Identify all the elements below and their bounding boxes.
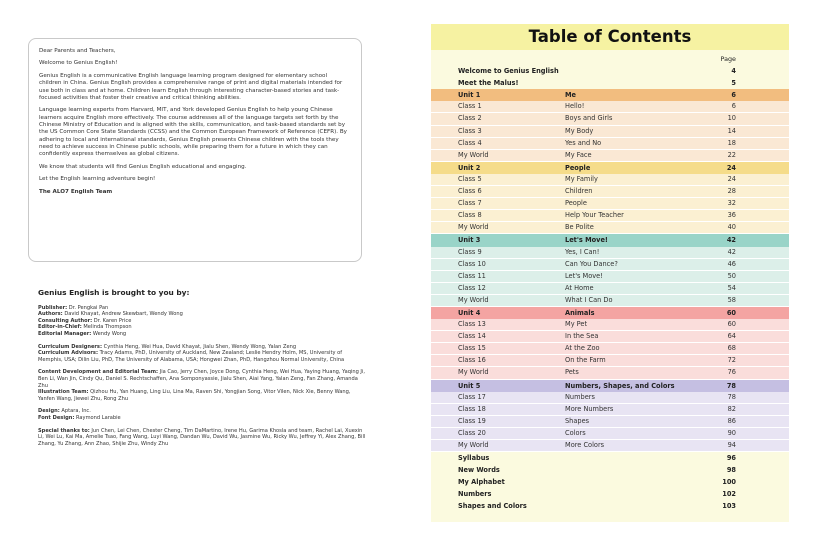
credits-names: Qizhou Hu, Yan Huang, Ling Liu, Lina Ma, Raven Shi, Yongjian Song, Vitor Vilen, Nick Xie, Benny Wang, Yanfen Wang, Jiewei Zhu, Rong Zhu [38, 389, 351, 402]
toc-row-lesson [431, 392, 789, 404]
credits-names: Jun Chen, Lei Chen, Chester Cheng, Tim DaMartino, Irene Hu, Garima Khosla and team, Rachel Lai, Xuexin Li, Wei Lu, Kai Ma, Amelie Tsao, Fang Wang, Luyi Wang, Dandan Wu, David Wu, Jasmine Wu, Ricky Wu, Jeffrey Yi, Alex Zhang, Bill Zhang, Yu Zhang, Ann Zhao, Shijie Zhu, Windy Zhu [38, 427, 366, 447]
credits-role: Content Development and Editorial Team: [38, 369, 159, 376]
toc-entry-label: Class 3 [458, 126, 482, 135]
toc-row-lesson [431, 126, 789, 138]
toc-entry-page: 94 [727, 441, 736, 449]
toc-entry-page: 58 [727, 295, 736, 304]
toc-entry-title: What I Can Do [565, 295, 613, 304]
toc-entry-page: 24 [726, 163, 736, 172]
toc-entry-title: More Colors [565, 441, 605, 449]
credits-line [38, 428, 368, 448]
toc-entry-title: Can You Dance? [565, 259, 618, 268]
toc-entry-page: 103 [722, 502, 736, 511]
toc-entry-page: 6 [731, 102, 736, 111]
credits-role: Illustration Team: [38, 389, 89, 396]
credits-names: David Khayat, Andrew Skewbart, Wendy Wong [62, 311, 183, 318]
toc-entry-title: Pets [565, 368, 579, 377]
credits-role: Design: [38, 408, 60, 415]
toc-row-lesson [431, 138, 789, 150]
toc-entry-label: Class 17 [458, 392, 486, 401]
toc-entry-label: Class 19 [458, 416, 486, 425]
toc-entry-page: 46 [727, 259, 736, 268]
toc-row-lesson [431, 355, 789, 367]
toc-entry-page: 54 [727, 283, 736, 292]
toc-entry-title: Animals [565, 308, 595, 317]
toc-entry-page: 78 [726, 381, 736, 390]
toc-row-unit [431, 89, 789, 101]
toc-entry-title: Children [565, 187, 593, 196]
credits-line [38, 350, 368, 363]
toc-entry-page: 42 [726, 236, 736, 245]
toc-entry-label: Class 13 [458, 320, 486, 329]
toc-entry-title: My Pet [565, 320, 588, 329]
toc-entry-title: Colors [565, 428, 586, 437]
letter-paragraph-1: Genius English is a communicative English language learning program designed for elementary school children in China. Genius English provides a comprehensive range of print and digital materials intended for use both in class and at home. Children learn English through interesting character-based stories and task-focused activities that foster their creative and critical thinking abilities. [39, 72, 343, 101]
credits-group [38, 408, 368, 421]
toc-entry-title: Help Your Teacher [565, 211, 624, 220]
credits-line [38, 305, 368, 312]
toc-entry-label: Class 8 [458, 211, 482, 220]
toc-entry-label: My World [458, 441, 489, 449]
toc-entry-label: My World [458, 295, 489, 304]
credits-names: Aptara, Inc. [59, 408, 91, 415]
credits-heading: Genius English is brought to you by: [38, 288, 190, 297]
toc-entry-page: 64 [727, 332, 736, 341]
toc-row-lesson [431, 198, 789, 210]
credits-group [38, 428, 368, 448]
toc-entry-page: 4 [731, 67, 736, 76]
toc-title: Table of Contents [431, 24, 789, 50]
toc-row-lesson [431, 174, 789, 186]
toc-entry-page: 28 [727, 187, 736, 196]
credits-line [38, 331, 368, 338]
toc-entry-label: Unit 4 [458, 308, 481, 317]
toc-entry-label: Syllabus [458, 454, 490, 463]
toc-entry-page: 6 [731, 91, 736, 100]
toc-entry-label: Shapes and Colors [458, 502, 527, 511]
toc-entry-title: My Body [565, 126, 594, 135]
toc-entry-label: Class 1 [458, 102, 482, 111]
letter-welcome: Welcome to Genius English! [39, 60, 118, 67]
toc-entry-label: My World [458, 368, 489, 377]
toc-entry-page: 14 [727, 126, 736, 135]
credits-role: Editorial Manager: [38, 330, 92, 337]
toc-entry-page: 10 [727, 114, 736, 123]
toc-entry-title: Yes, I Can! [565, 247, 600, 256]
toc-entry-label: Class 18 [458, 404, 486, 413]
credits-group [38, 305, 368, 338]
toc-entry-label: Class 16 [458, 356, 486, 365]
toc-row-intro [431, 65, 789, 77]
credits-section [38, 290, 368, 453]
toc-row-intro [431, 77, 789, 89]
toc-entry-page: 5 [731, 79, 736, 88]
toc-entry-label: Numbers [458, 490, 492, 499]
toc-entry-title: In the Sea [565, 332, 599, 341]
toc-entry-label: Class 20 [458, 428, 486, 437]
toc-entry-title: At the Zoo [565, 344, 600, 353]
credits-role: Authors: [38, 311, 63, 318]
toc-entry-label: New Words [458, 466, 500, 475]
toc-row-unit [431, 234, 789, 246]
toc-entry-title: Yes and No [565, 138, 602, 147]
toc-entry-label: Meet the Malus! [458, 79, 519, 88]
toc-entry-page: 102 [722, 490, 736, 499]
toc-entry-page: 32 [727, 199, 736, 208]
toc-entry-label: Class 10 [458, 259, 486, 268]
toc-row-lesson [431, 283, 789, 295]
toc-row-lesson [431, 428, 789, 440]
toc-entry-title: Be Polite [565, 223, 594, 232]
toc-entry-title: People [565, 199, 587, 208]
toc-entry-title: Numbers [565, 392, 595, 401]
toc-rows [431, 65, 789, 512]
credits-role: Special thanks to: [38, 427, 90, 434]
toc-row-appendix [431, 464, 789, 476]
credits-line [38, 369, 368, 389]
toc-entry-title: Let's Move! [565, 271, 603, 280]
toc-entry-page: 22 [727, 150, 736, 159]
toc-entry-page: 40 [727, 223, 736, 232]
toc-entry-title: Hello! [565, 102, 585, 111]
toc-entry-page: 68 [727, 344, 736, 353]
toc-entry-label: Class 7 [458, 199, 482, 208]
toc-entry-label: Class 11 [458, 271, 486, 280]
toc-row-lesson [431, 440, 789, 452]
toc-entry-page: 76 [727, 368, 736, 377]
credits-names: Dr. Pengkai Pan [67, 304, 109, 311]
toc-row-lesson [431, 186, 789, 198]
toc-entry-label: Class 12 [458, 283, 486, 292]
credits-role: Consulting Author: [38, 317, 93, 324]
toc-entry-page: 24 [727, 174, 736, 183]
toc-entry-label: My World [458, 150, 489, 159]
toc-entry-label: Unit 2 [458, 163, 481, 172]
toc-entry-page: 42 [727, 247, 736, 256]
credits-names: Cynthia Heng, Wei Hua, David Khayat, Jialu Shen, Wendy Wong, Yalan Zeng [102, 343, 297, 350]
letter-signature: The ALO7 English Team [39, 188, 113, 195]
credits-names: Tracy Adams, PhD, University of Auckland, New Zealand; Leslie Hendry Holm, MS, University of Memphis, USA; Dilin Liu, PhD, The University of Alabama, USA; Hongwei Zhan, PhD, Hangzhou Normal University, China [38, 350, 345, 363]
credits-role: Curriculum Advisors: [38, 350, 99, 357]
toc-page-header-row [431, 53, 789, 65]
toc-entry-title: My Face [565, 150, 592, 159]
toc-entry-label: Class 6 [458, 187, 482, 196]
toc-row-lesson [431, 247, 789, 259]
toc-entry-title: Shapes [565, 416, 590, 425]
toc-row-unit [431, 307, 789, 319]
toc-row-unit [431, 380, 789, 392]
toc-entry-title: My Family [565, 174, 598, 183]
toc-entry-label: My World [458, 223, 489, 232]
toc-entry-label: Unit 5 [458, 381, 481, 390]
toc-row-lesson [431, 259, 789, 271]
toc-row-lesson [431, 404, 789, 416]
toc-entry-label: Class 4 [458, 138, 482, 147]
toc-entry-title: More Numbers [565, 404, 614, 413]
toc-entry-page: 50 [727, 271, 736, 280]
toc-row-appendix [431, 488, 789, 500]
credits-names: Dr. Karen Price [92, 317, 132, 324]
credits-line [38, 408, 368, 415]
toc-row-lesson [431, 101, 789, 113]
credits-line [38, 318, 368, 325]
toc-entry-page: 100 [722, 478, 736, 487]
letter-salutation: Dear Parents and Teachers, [39, 48, 116, 54]
toc-row-lesson [431, 319, 789, 331]
toc-entry-label: Class 5 [458, 174, 482, 183]
credits-group [38, 369, 368, 402]
credits-line [38, 311, 368, 318]
toc-row-lesson [431, 113, 789, 125]
toc-entry-title: Me [565, 91, 577, 100]
toc-entry-page: 96 [726, 454, 736, 463]
toc-entry-label: Unit 3 [458, 236, 481, 245]
toc-row-lesson [431, 222, 789, 234]
credits-line [38, 415, 368, 422]
toc-entry-title: At Home [565, 283, 594, 292]
toc-entry-label: Class 15 [458, 344, 486, 353]
letter-paragraph-3: We know that students will find Genius English educational and engaging. [39, 163, 247, 170]
toc-row-lesson [431, 331, 789, 343]
toc-entry-label: Welcome to Genius English [458, 67, 559, 76]
credits-names: Raymond Larabie [74, 414, 121, 421]
credits-names: Jia Cao, Jerry Chen, Joyce Dong, Cynthia Heng, Wei Hua, Yaying Huang, Yaqing Ji, Ben Li, Wan Jin, Cindy Qu, Daniel S. Rechtschaffen, Ana Somponyassie, Jialu Shen, Aiai Yang, Yalan Zeng, Fan Zhang, Amanda Zhu [38, 369, 365, 389]
toc-entry-page: 18 [727, 138, 736, 147]
toc-entry-page: 36 [727, 211, 736, 220]
toc-entry-title: Let's Move! [565, 236, 608, 245]
toc-entry-label: Class 2 [458, 114, 482, 123]
toc-entry-page: 72 [727, 356, 736, 365]
toc-entry-page: 82 [727, 404, 736, 413]
toc-entry-title: Numbers, Shapes, and Colors [565, 381, 675, 390]
toc-page-header: Page [720, 55, 736, 63]
welcome-letter [28, 38, 362, 262]
credits-names: Wendy Wong [91, 330, 127, 337]
toc-row-lesson [431, 150, 789, 162]
credits-role: Publisher: [38, 304, 68, 311]
credits-role: Font Design: [38, 414, 75, 421]
toc-row-appendix [431, 476, 789, 488]
toc-entry-title: On the Farm [565, 356, 606, 365]
toc-entry-page: 60 [726, 308, 736, 317]
toc-entry-label: Unit 1 [458, 91, 481, 100]
toc-entry-title: People [565, 163, 591, 172]
toc-row-lesson [431, 343, 789, 355]
credits-groups [38, 305, 368, 448]
toc-row-lesson [431, 416, 789, 428]
credits-role: Curriculum Designers: [38, 343, 103, 350]
letter-paragraph-2: Language learning experts from Harvard, MIT, and York developed Genius English to help young Chinese learners acquire English more effectively. The course addresses all of the language targets set forth by the Chinese Ministry of Education and is aligned with the skills, communication, and task-based standards set by the US Common Core State Standards (CCSS) and the Common European Framework of Reference (CEFR). By adhering to local and international standards, Genius English presents Chinese children with the tools they need to achieve success in Chinese public schools, while preparing them for a future in which they can confidently express themselves as global citizens. [39, 107, 347, 158]
toc-entry-title: Boys and Girls [565, 114, 613, 123]
toc-entry-page: 90 [727, 428, 736, 437]
toc-entry-label: My Alphabet [458, 478, 505, 487]
toc-row-lesson [431, 210, 789, 222]
table-of-contents [431, 24, 789, 522]
toc-row-unit [431, 162, 789, 174]
credits-line [38, 344, 368, 351]
toc-row-appendix [431, 452, 789, 464]
toc-entry-page: 98 [726, 466, 736, 475]
toc-entry-label: Class 9 [458, 247, 482, 256]
credits-line [38, 324, 368, 331]
toc-entry-page: 86 [727, 416, 736, 425]
toc-entry-label: Class 14 [458, 332, 486, 341]
credits-names: Melinda Thompson [81, 324, 132, 331]
toc-row-appendix [431, 500, 789, 512]
credits-line [38, 389, 368, 402]
toc-entry-page: 60 [727, 320, 736, 329]
credits-group [38, 344, 368, 364]
letter-paragraph-4: Let the English learning adventure begin! [39, 176, 156, 183]
credits-role: Editor-in-Chief: [38, 324, 82, 331]
toc-row-lesson [431, 271, 789, 283]
toc-row-lesson [431, 367, 789, 379]
toc-row-lesson [431, 295, 789, 307]
toc-entry-page: 78 [727, 392, 736, 401]
